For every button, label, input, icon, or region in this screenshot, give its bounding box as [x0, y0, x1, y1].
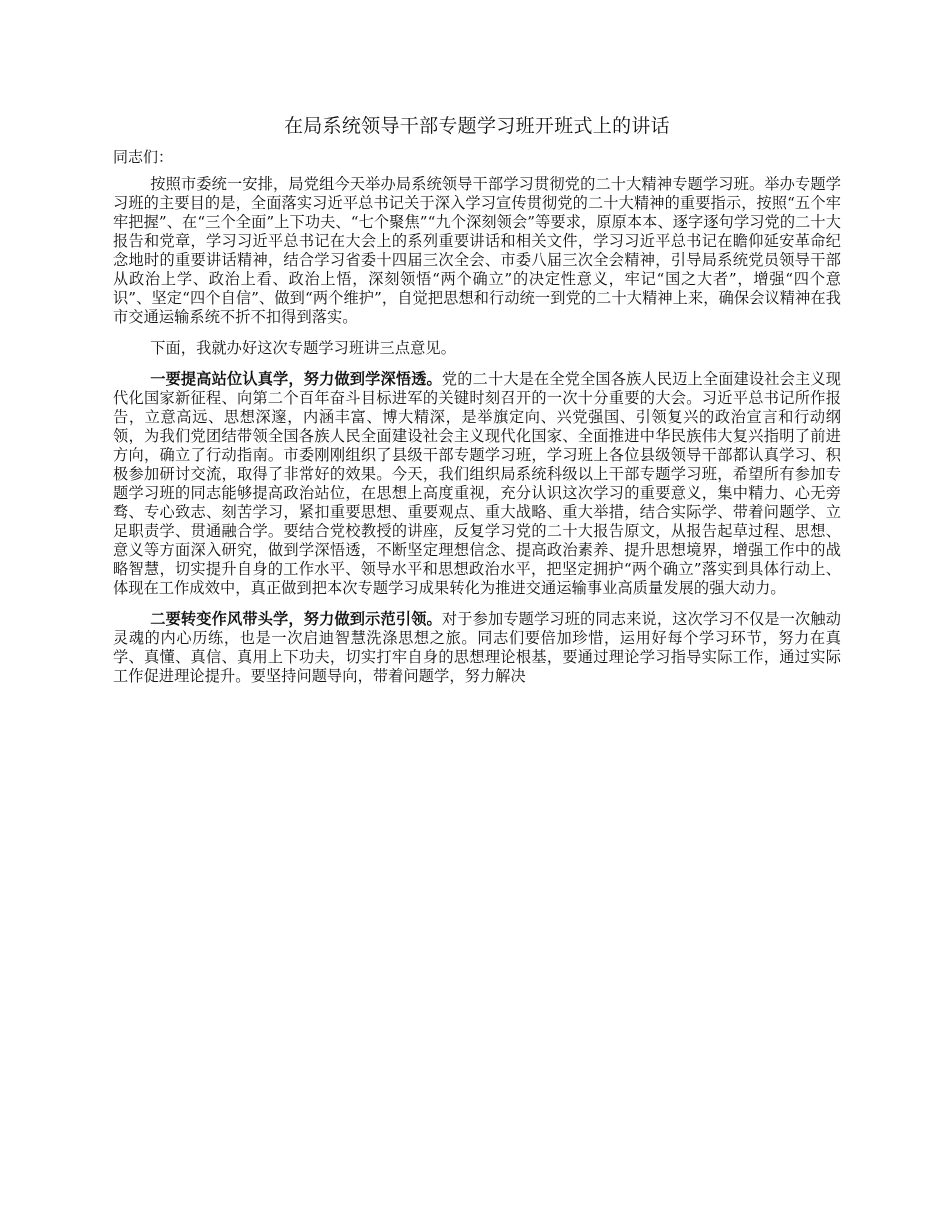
- paragraph-text: 按照市委统一安排，局党组今天举办局系统领导干部学习贯彻党的二十大精神专题学习班。举办专题学习班的主要目的是，全面落实习近平总书记关于深入学习宣传贯彻党的二十大精神的重要指示，按照“五个牢牢把握”、在“三个全面”上下功夫、“七个聚焦”“九个深刻领会”等要求，原原本本、逐字逐句学习党的二十大报告和党章，学习习近平总书记在大会上的系列重要讲话和相关文件，学习习近平总书记在瞻仰延安革命纪念地时的重要讲话精神，结合学习省委十四届三次全会、市委八届三次全会精神，引导局系统党员领导干部从政治上学、政治上看、政治上悟，深刻领悟“两个确立”的决定性意义，牢记“国之大者”，增强“四个意识”、坚定“四个自信”、做到“两个维护”，自觉把思想和行动统一到党的二十大精神上来，确保会议精神在我市交通运输系统不折不扣得到落实。: [113, 175, 841, 326]
- paragraph-point-two: [113, 610, 841, 686]
- salutation: 同志们：: [113, 148, 174, 166]
- paragraph-point-one: [113, 370, 841, 598]
- paragraph-lead-heading: 一要提高站位认真学，努力做到学深悟透。: [150, 370, 442, 388]
- paragraph-text: 下面，我就办好这次专题学习班讲三点意见。: [150, 339, 456, 357]
- paragraph-text: 对于参加专题学习班的同志来说，这次学习不仅是一次触动灵魂的内心历练，也是一次启迪智慧洗涤思想之旅。同志们要倍加珍惜，运用好每个学习环节，努力在真学、真懂、真信、真用上下功夫，切实打牢自身的思想理论根基，要通过理论学习指导实际工作，通过实际工作促进理论提升。要坚持问题导向，带着问题学，努力解决: [113, 610, 841, 685]
- document-page: [113, 112, 841, 698]
- paragraph-lead-heading: 二要转变作风带头学，努力做到示范引领。: [150, 610, 442, 628]
- paragraph-text: 党的二十大是在全党全国各族人民迈上全面建设社会主义现代化国家新征程、向第二个百年奋斗目标进军的关键时刻召开的一次十分重要的大会。习近平总书记所作报告，立意高远、思想深邃，内涵丰富、博大精深，是举旗定向、兴党强国、引领复兴的政治宣言和行动纲领，为我们党团结带领全国各族人民全面建设社会主义现代化国家、全面推进中华民族伟大复兴指明了前进方向，确立了行动指南。市委刚刚组织了县级干部专题学习班，学习班上各位县级领导干部都认真学习、积极参加研讨交流，取得了非常好的效果。今天，我们组织局系统科级以上干部专题学习班，希望所有参加专题学习班的同志能够提高政治站位，在思想上高度重视，充分认识这次学习的重要意义，集中精力、心无旁骛、专心致志、刻苦学习，紧扣重要思想、重要观点、重大战略、重大举措，结合实际学、带着问题学、立足职责学、贯通融合学。要结合党校教授的讲座，反复学习党的二十大报告原文，从报告起草过程、思想、意义等方面深入研究，做到学深悟透，不断坚定理想信念、提高政治素养、提升思想境界，增强工作中的战略智慧，切实提升自身的工作水平、领导水平和思想政治水平，把坚定拥护“两个确立”落实到具体行动上、体现在工作成效中，真正做到把本次专题学习成果转化为推进交通运输事业高质量发展的强大动力。: [113, 370, 841, 597]
- paragraph-intro: [113, 175, 841, 327]
- document-title: 在局系统领导干部专题学习班开班式上的讲话: [283, 115, 670, 137]
- paragraph-transition: [113, 339, 841, 358]
